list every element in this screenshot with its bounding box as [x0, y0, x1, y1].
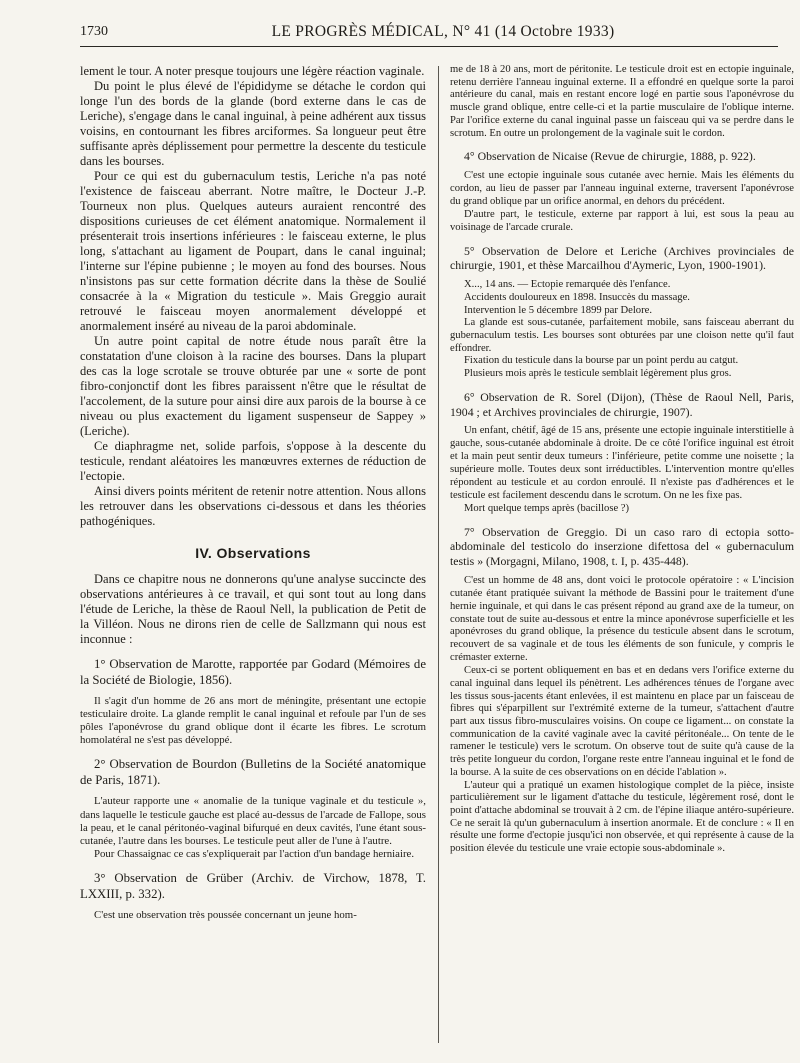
observation-text: C'est une observation très poussée concernant un jeune hom- — [94, 909, 357, 922]
observation-text: Accidents douloureux en 1898. Insuccès du massage. — [464, 291, 690, 303]
paragraph: Pour ce qui est du gubernaculum testis, Leriche n'a pas noté l'existence de faisceau aberrant. Notre maître, le Docteur J.-P. Tourneux non plus. Quelques auteurs auraient rencontré des dispositions curieuses de cet élément anatomique. Normalement il présenterait trois insertions inférieures : le faisceau externe, le plus long, s'attachant au ligament de Poupart, dans le canal inguinal; l'interne sur l'épine pubienne ; le moyen au fond des bourses. Nous n'insistons pas sur cette formation décrite dans la thèse de Soulié consacrée à la « Migration du testicule ». Mais Greggio aurait retrouvé le faisceau moyen anormalement développé et anormalement inséré au niveau de la paroi abdominale. — [80, 169, 426, 333]
observation-heading: 3° Observation de Grüber (Archiv. de Virchow, 1878, T. LXXIII, p. 332). — [80, 871, 426, 902]
paragraph: Un autre point capital de notre étude nous paraît être la constatation d'une cloison à la racine des bourses. Dans la plupart des cas la loge scrotale se trouve obturée par une « sorte de pont fibro-conjonctif dont les fibres paraissent n'être que le résultat de l'accolement, de la suture pour ainsi dire aux parois de la bourse à ce niveau ou plus exactement du ligament suspenseur de Sappey » (Leriche). — [80, 334, 426, 438]
observation-text: Mort quelque temps après (bacillose ?) — [464, 502, 630, 514]
column-divider — [438, 66, 439, 1043]
right-column — [450, 64, 794, 1049]
observation-heading: 2° Observation de Bourdon (Bulletins de la Société anatomique de Paris, 1871). — [80, 757, 426, 788]
observation-text: D'autre part, le testicule, externe par rapport à lui, est sous la peau au voisinage de l'arcade crurale. — [450, 208, 794, 233]
observation-text: Plusieurs mois après le testicule semblait légèrement plus gros. — [464, 368, 732, 380]
paragraph: Du point le plus élevé de l'épididyme se détache le cordon qui longe l'un des bords de la glande (bord externe dans le cas de Leriche), s'engage dans le canal inguinal, à peine adhérent aux tissus voisins, en contournant les fibres arciformes. Sa longueur peut être suffisante après déplissement pour permettre la descente du testicule dans les bourses. — [80, 79, 426, 168]
observation-text: Il s'agit d'un homme de 26 ans mort de méningite, présentant une ectopie testiculaire droite. La glande remplit le canal inguinal et refoule par l'un de ses pôles l'aponévrose du grand oblique dont il écarte les fibres. Le scrotum homolatéral ne s'est pas développé. — [80, 694, 426, 747]
observation-text: L'auteur qui a pratiqué un examen histologique complet de la pièce, insiste particulièrement sur le ligament d'attache du testicule, légèrement rosé, dont le point d'attache abdominal se trouvait à 2 cm. de l'épine iliaque antéro-supérieure. Ce ne serait là qu'un gubernaculum à insertion anormale. Et de conclure : « Il en résulte une forme d'ectopie jusqu'ici non observée, et qui représente à cause de la position élevée du testicule une vraie ectopie sous-abdominale ». — [450, 779, 794, 855]
observation-text: Ceux-ci se portent obliquement en bas et en dedans vers l'orifice externe du canal inguinal dans lequel ils pénètrent. Les adhérences ténues de l'organe avec les tissus sous-jacents étant enlevées, il est maintenu en place par un faisceau de fibres qui s'éparpillent sur l'extrémité externe de la tumeur, s'attachent d'autre part aux tissus fibro-musculaires voisins. On coupe ce ligament... on constate la communication de la cavité vaginale avec la cavité péritonéale... On tente de le ramener le testicule) vers le scrotum. On observe tout de suite qu'à cause de la très petite longueur du cordon, l'organe reste entre l'anneau inguinal et le fond de la bourse. A la suite de ces observations on en décide l'ablation ». — [450, 665, 794, 778]
observation-text: C'est un homme de 48 ans, dont voici le protocole opératoire : « L'incision cutanée étant pratiquée suivant la méthode de Bassini pour le traitement d'une hernie inguinale, et qui dans le cas présent répond au grand axe de la tumeur, on constate tout de suite au-dessous et entre la mince aponévrose superficielle et les aponévroses du grand oblique, la présence du testicule absent dans le scrotum, recouvert de sa vaginale et de tous les éléments de son funicule, y compris le crémaster externe. — [450, 574, 794, 664]
observation-heading: 4° Observation de Nicaise (Revue de chirurgie, 1888, p. 922). — [464, 149, 756, 164]
observation-text: C'est une ectopie inguinale sous cutanée avec hernie. Mais les éléments du cordon, au lieu de passer par l'anneau inguinal externe, traversent l'aponévrose du grand oblique par un orifice anormal, en dehors du précédent. — [450, 169, 794, 207]
paragraph: Ainsi divers points méritent de retenir notre attention. Nous allons les retrouver dans les observations ci-dessous et dans les théories pathogéniques. — [80, 484, 426, 528]
journal-title: LE PROGRÈS MÉDICAL, N° 41 (14 Octobre 1933) — [271, 23, 615, 40]
paragraph: Dans ce chapitre nous ne donnerons qu'une analyse succincte des observations antérieures à ce travail, et qui sont tout au long dans l'étude de Leriche, la thèse de Raoul Nell, la publication de Petit de la Villéon. Nous ne dirons rien de celle de Sallzmann qui nous est inconnue : — [80, 571, 426, 646]
paragraph: lement le tour. A noter presque toujours une légère réaction vaginale. — [80, 64, 425, 78]
observation-text: L'auteur rapporte une « anomalie de la tunique vaginale et du testicule », dans laquelle le testicule gauche est placé au-dessus de l'arcade de Fallope, sous la peau, et le canal péritonéo-vaginal bifurqué en deux cavités, l'une étant sous-cutanée, l'autre dans les bourses. Le testicule peut aller de l'une à l'autre. — [80, 795, 426, 847]
paragraph: me de 18 à 20 ans, mort de péritonite. Le testicule droit est en ectopie inguinale, retenu derrière l'anneau inguinal externe. Il a effondré en quelque sorte la paroi antérieure du canal, mais en restant encore logé en partie sous l'aponévrose du muscle grand oblique, entre celle-ci et la partie musculaire de l'oblique interne. Par l'orifice externe du canal inguinal passe un faisceau qui va se perdre dans le scrotum. En outre un prolongement de la vaginale suit le cordon. — [450, 64, 794, 139]
running-header — [80, 18, 778, 47]
observation-text: Fixation du testicule dans la bourse par un point perdu au catgut. — [464, 355, 739, 367]
observation-heading: 1° Observation de Marotte, rapportée par Godard (Mémoires de la Société de Biologie, 1856). — [80, 656, 426, 687]
observation-text: Un enfant, chétif, âgé de 15 ans, présente une ectopie inguinale interstitielle à gauche, sous-cutanée abdominale à droite. De ce côté l'orifice inguinal est étroit et la main peut sentir deux tumeurs : l'inférieure, petite comme une noisette ; la supérieure molle. Toutes deux sont irréductibles. L'intervention montre qu'elles répondent au testicule et au cordon enroulé. Il n'existe pas d'adhérences et le testicule est facilement descendu dans le scrotum. On ne les fixe pas. — [450, 425, 794, 501]
observation-heading: 6° Observation de R. Sorel (Dijon), (Thèse de Raoul Nell, Paris, 1904 ; et Archives provinciales de chirurgie, 1907). — [450, 389, 794, 419]
observation-text: La glande est sous-cutanée, parfaitement mobile, sans faisceau aberrant du gubernaculum testis. Les bourses sont obturées par une cloison nette qu'il faut effondrer. — [450, 317, 794, 354]
page-number: 1730 — [80, 24, 108, 39]
observation-text: Pour Chassaignac ce cas s'expliquerait par l'action d'un bandage herniaire. — [94, 848, 415, 861]
section-heading: IV. Observations — [195, 545, 311, 561]
paragraph: Ce diaphragme net, solide parfois, s'oppose à la descente du testicule, rendant aléatoires les manœuvres externes de réduction de l'ectopie. — [80, 439, 426, 483]
observation-heading: 5° Observation de Delore et Leriche (Archives provinciales de chirurgie, 1901, et thèse Marcailhou d'Aymeric, Lyon, 1900-1901). — [450, 243, 794, 273]
observation-text: X..., 14 ans. — Ectopie remarquée dès l'enfance. — [464, 279, 671, 291]
observation-text: Intervention le 5 décembre 1899 par Delore. — [464, 304, 652, 316]
left-column — [80, 64, 426, 1049]
observation-heading: 7° Observation de Greggio. Di un caso raro di ectopia sotto-abdominale del testicolo do inserzione difettosa del « gubernaculum testis » (Morgagni, Milano, 1908, t. I, p. 435-448). — [450, 524, 794, 569]
